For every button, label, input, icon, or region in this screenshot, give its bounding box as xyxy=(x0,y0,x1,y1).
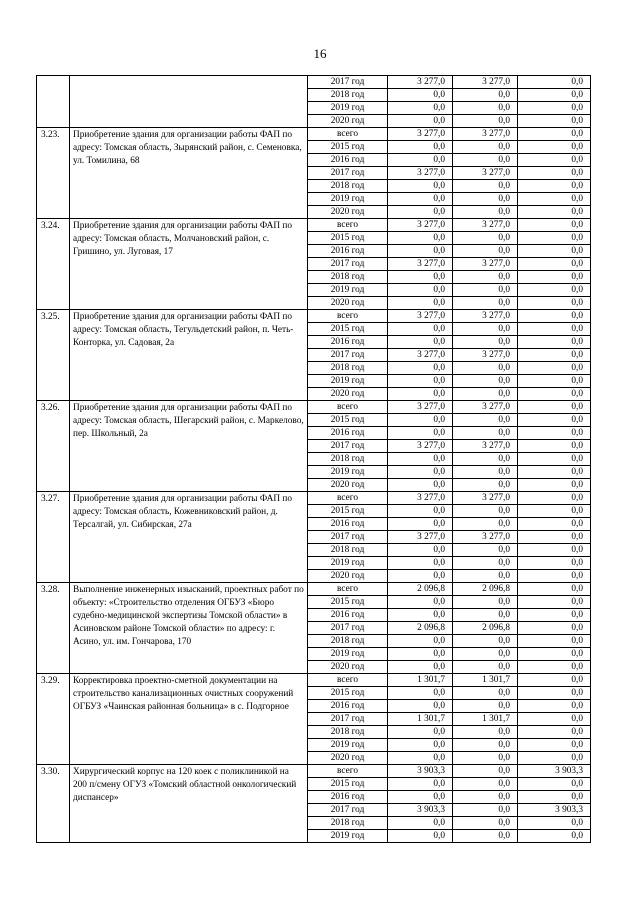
total-value-cell: 0,0 xyxy=(388,297,453,310)
total-value-cell: 0,0 xyxy=(388,336,453,349)
source-1-value-cell: 0,0 xyxy=(453,466,518,479)
table-row xyxy=(37,219,591,232)
total-value-cell: 1 301,7 xyxy=(388,713,453,726)
year-cell: 2018 год xyxy=(308,817,388,830)
year-cell: 2015 год xyxy=(308,505,388,518)
source-2-value-cell: 0,0 xyxy=(518,167,591,180)
year-cell: 2019 год xyxy=(308,466,388,479)
source-1-value-cell: 0,0 xyxy=(453,89,518,102)
year-cell: 2018 год xyxy=(308,544,388,557)
index-cell xyxy=(37,76,70,128)
table-row xyxy=(37,401,591,414)
total-value-cell: 2 096,8 xyxy=(388,583,453,596)
source-2-value-cell: 0,0 xyxy=(518,700,591,713)
total-value-cell: 0,0 xyxy=(388,375,453,388)
source-2-value-cell: 3 903,3 xyxy=(518,765,591,778)
source-1-value-cell: 3 277,0 xyxy=(453,349,518,362)
year-cell: 2016 год xyxy=(308,518,388,531)
source-2-value-cell: 0,0 xyxy=(518,817,591,830)
source-2-value-cell: 0,0 xyxy=(518,687,591,700)
year-cell: 2020 год xyxy=(308,661,388,674)
total-value-cell: 3 277,0 xyxy=(388,492,453,505)
source-2-value-cell: 0,0 xyxy=(518,180,591,193)
source-2-value-cell: 0,0 xyxy=(518,752,591,765)
total-value-cell: 0,0 xyxy=(388,700,453,713)
year-cell: 2017 год xyxy=(308,531,388,544)
source-1-value-cell: 0,0 xyxy=(453,102,518,115)
source-1-value-cell: 0,0 xyxy=(453,232,518,245)
source-1-value-cell: 0,0 xyxy=(453,830,518,843)
total-value-cell: 3 277,0 xyxy=(388,76,453,89)
year-cell: 2018 год xyxy=(308,362,388,375)
total-value-cell: 0,0 xyxy=(388,180,453,193)
source-1-value-cell: 0,0 xyxy=(453,505,518,518)
budget-table-wrapper xyxy=(36,75,591,843)
source-1-value-cell: 3 277,0 xyxy=(453,258,518,271)
total-value-cell: 0,0 xyxy=(388,466,453,479)
source-1-value-cell: 3 277,0 xyxy=(453,531,518,544)
section-index-cell: 3.28. xyxy=(37,583,70,674)
year-cell: 2020 год xyxy=(308,388,388,401)
total-value-cell: 3 277,0 xyxy=(388,219,453,232)
source-1-value-cell: 0,0 xyxy=(453,752,518,765)
source-2-value-cell: 0,0 xyxy=(518,258,591,271)
year-cell: 2015 год xyxy=(308,596,388,609)
year-cell: 2017 год xyxy=(308,622,388,635)
source-1-value-cell: 0,0 xyxy=(453,284,518,297)
year-cell: 2016 год xyxy=(308,336,388,349)
source-1-value-cell: 0,0 xyxy=(453,791,518,804)
section-index-cell: 3.26. xyxy=(37,401,70,492)
total-value-cell: 0,0 xyxy=(388,154,453,167)
source-2-value-cell: 0,0 xyxy=(518,232,591,245)
year-cell: 2017 год xyxy=(308,349,388,362)
source-2-value-cell: 0,0 xyxy=(518,401,591,414)
section-description-cell: Приобретение здания для организации работы ФАП по адресу: Томская область, Тегульдетский район, п. Четь-Конторка, ул. Садовая, 2а xyxy=(70,310,308,401)
total-value-cell: 0,0 xyxy=(388,661,453,674)
source-1-value-cell: 0,0 xyxy=(453,570,518,583)
source-2-value-cell: 0,0 xyxy=(518,76,591,89)
total-value-cell: 3 277,0 xyxy=(388,349,453,362)
source-2-value-cell: 0,0 xyxy=(518,102,591,115)
section-description-cell: Приобретение здания для организации работы ФАП по адресу: Томская область, Шегарский район, с. Маркелово, пер. Школьный, 2а xyxy=(70,401,308,492)
total-value-cell: 3 903,3 xyxy=(388,804,453,817)
source-1-value-cell: 3 277,0 xyxy=(453,492,518,505)
source-1-value-cell: 0,0 xyxy=(453,661,518,674)
table-row xyxy=(37,674,591,687)
page-number: 16 xyxy=(313,46,327,61)
year-cell: всего xyxy=(308,674,388,687)
year-cell: 2020 год xyxy=(308,479,388,492)
source-2-value-cell: 0,0 xyxy=(518,128,591,141)
total-value-cell: 0,0 xyxy=(388,206,453,219)
source-2-value-cell: 0,0 xyxy=(518,89,591,102)
total-value-cell: 0,0 xyxy=(388,479,453,492)
year-cell: всего xyxy=(308,310,388,323)
source-1-value-cell: 0,0 xyxy=(453,193,518,206)
year-cell: 2016 год xyxy=(308,700,388,713)
source-2-value-cell: 0,0 xyxy=(518,427,591,440)
source-1-value-cell: 0,0 xyxy=(453,427,518,440)
section-description-cell: Хирургический корпус на 120 коек с поликлиникой на 200 п/смену ОГУЗ «Томский областной онкологический диспансер» xyxy=(70,765,308,843)
total-value-cell: 0,0 xyxy=(388,505,453,518)
source-2-value-cell: 0,0 xyxy=(518,414,591,427)
total-value-cell: 0,0 xyxy=(388,596,453,609)
year-cell: 2019 год xyxy=(308,557,388,570)
total-value-cell: 0,0 xyxy=(388,726,453,739)
total-value-cell: 0,0 xyxy=(388,271,453,284)
year-cell: 2016 год xyxy=(308,154,388,167)
section-index-cell: 3.23. xyxy=(37,128,70,219)
source-1-value-cell: 3 277,0 xyxy=(453,219,518,232)
total-value-cell: 0,0 xyxy=(388,817,453,830)
year-cell: 2017 год xyxy=(308,804,388,817)
source-2-value-cell: 0,0 xyxy=(518,271,591,284)
source-1-value-cell: 3 277,0 xyxy=(453,310,518,323)
source-2-value-cell: 0,0 xyxy=(518,518,591,531)
source-2-value-cell: 0,0 xyxy=(518,583,591,596)
source-1-value-cell: 0,0 xyxy=(453,609,518,622)
section-index-cell: 3.24. xyxy=(37,219,70,310)
total-value-cell: 3 277,0 xyxy=(388,128,453,141)
source-1-value-cell: 0,0 xyxy=(453,115,518,128)
source-1-value-cell: 0,0 xyxy=(453,375,518,388)
year-cell: всего xyxy=(308,219,388,232)
source-2-value-cell: 0,0 xyxy=(518,362,591,375)
source-2-value-cell: 0,0 xyxy=(518,609,591,622)
section-description-cell: Выполнение инженерных изысканий, проектных работ по объекту: «Строительство отделения ОГБУЗ «Бюро судебно-медицинской экспертизы Томской области» в Асиновском районе Томской области» по адресу: г. Асино, ул. им. Гончарова, 170 xyxy=(70,583,308,674)
year-cell: всего xyxy=(308,583,388,596)
source-1-value-cell: 0,0 xyxy=(453,778,518,791)
year-cell: 2017 год xyxy=(308,167,388,180)
source-2-value-cell: 0,0 xyxy=(518,115,591,128)
source-1-value-cell: 0,0 xyxy=(453,635,518,648)
source-1-value-cell: 3 277,0 xyxy=(453,76,518,89)
source-1-value-cell: 0,0 xyxy=(453,245,518,258)
source-2-value-cell: 0,0 xyxy=(518,713,591,726)
source-1-value-cell: 1 301,7 xyxy=(453,713,518,726)
source-2-value-cell: 0,0 xyxy=(518,219,591,232)
source-1-value-cell: 3 277,0 xyxy=(453,128,518,141)
source-1-value-cell: 0,0 xyxy=(453,687,518,700)
year-cell: 2018 год xyxy=(308,180,388,193)
total-value-cell: 0,0 xyxy=(388,414,453,427)
total-value-cell: 0,0 xyxy=(388,193,453,206)
source-2-value-cell: 0,0 xyxy=(518,245,591,258)
year-cell: 2020 год xyxy=(308,297,388,310)
budget-table-body xyxy=(37,76,591,843)
section-index-cell: 3.27. xyxy=(37,492,70,583)
source-1-value-cell: 0,0 xyxy=(453,596,518,609)
source-1-value-cell: 0,0 xyxy=(453,297,518,310)
total-value-cell: 3 903,3 xyxy=(388,765,453,778)
source-1-value-cell: 0,0 xyxy=(453,518,518,531)
source-1-value-cell: 0,0 xyxy=(453,453,518,466)
source-2-value-cell: 0,0 xyxy=(518,206,591,219)
source-2-value-cell: 3 903,3 xyxy=(518,804,591,817)
source-1-value-cell: 0,0 xyxy=(453,414,518,427)
table-row xyxy=(37,765,591,778)
total-value-cell: 0,0 xyxy=(388,427,453,440)
source-1-value-cell: 0,0 xyxy=(453,154,518,167)
total-value-cell: 0,0 xyxy=(388,323,453,336)
source-1-value-cell: 0,0 xyxy=(453,180,518,193)
year-cell: 2015 год xyxy=(308,323,388,336)
source-2-value-cell: 0,0 xyxy=(518,336,591,349)
year-cell: всего xyxy=(308,765,388,778)
source-1-value-cell: 0,0 xyxy=(453,271,518,284)
section-description-cell: Приобретение здания для организации работы ФАП по адресу: Томская область, Кожевниковский район, д. Терсалгай, ул. Сибирская, 27а xyxy=(70,492,308,583)
total-value-cell: 0,0 xyxy=(388,245,453,258)
total-value-cell: 0,0 xyxy=(388,635,453,648)
total-value-cell: 0,0 xyxy=(388,284,453,297)
year-cell: 2017 год xyxy=(308,440,388,453)
source-2-value-cell: 0,0 xyxy=(518,739,591,752)
year-cell: 2015 год xyxy=(308,232,388,245)
source-2-value-cell: 0,0 xyxy=(518,492,591,505)
source-1-value-cell: 3 277,0 xyxy=(453,167,518,180)
total-value-cell: 0,0 xyxy=(388,570,453,583)
source-1-value-cell: 2 096,8 xyxy=(453,622,518,635)
year-cell: 2019 год xyxy=(308,648,388,661)
source-2-value-cell: 0,0 xyxy=(518,349,591,362)
source-2-value-cell: 0,0 xyxy=(518,323,591,336)
total-value-cell: 3 277,0 xyxy=(388,258,453,271)
year-cell: 2019 год xyxy=(308,739,388,752)
section-index-cell: 3.30. xyxy=(37,765,70,843)
total-value-cell: 0,0 xyxy=(388,830,453,843)
source-1-value-cell: 0,0 xyxy=(453,726,518,739)
source-2-value-cell: 0,0 xyxy=(518,726,591,739)
total-value-cell: 0,0 xyxy=(388,453,453,466)
source-2-value-cell: 0,0 xyxy=(518,531,591,544)
source-1-value-cell: 1 301,7 xyxy=(453,674,518,687)
section-description-cell: Корректировка проектно-сметной документации на строительство канализационных очистных сооружений ОГБУЗ «Чаинская районная больница» в с. Подгорное xyxy=(70,674,308,765)
source-2-value-cell: 0,0 xyxy=(518,284,591,297)
source-1-value-cell: 0,0 xyxy=(453,817,518,830)
year-cell: всего xyxy=(308,401,388,414)
source-2-value-cell: 0,0 xyxy=(518,596,591,609)
source-2-value-cell: 0,0 xyxy=(518,388,591,401)
total-value-cell: 1 301,7 xyxy=(388,674,453,687)
source-2-value-cell: 0,0 xyxy=(518,141,591,154)
source-2-value-cell: 0,0 xyxy=(518,661,591,674)
total-value-cell: 0,0 xyxy=(388,232,453,245)
table-row xyxy=(37,76,591,89)
year-cell: 2019 год xyxy=(308,375,388,388)
source-1-value-cell: 2 096,8 xyxy=(453,583,518,596)
source-2-value-cell: 0,0 xyxy=(518,375,591,388)
total-value-cell: 0,0 xyxy=(388,362,453,375)
source-2-value-cell: 0,0 xyxy=(518,674,591,687)
year-cell: 2019 год xyxy=(308,830,388,843)
table-row xyxy=(37,492,591,505)
total-value-cell: 0,0 xyxy=(388,687,453,700)
total-value-cell: 0,0 xyxy=(388,102,453,115)
source-1-value-cell: 0,0 xyxy=(453,804,518,817)
source-2-value-cell: 0,0 xyxy=(518,310,591,323)
section-description-cell: Приобретение здания для организации работы ФАП по адресу: Томская область, Зырянский район, с. Семеновка, ул. Томилина, 68 xyxy=(70,128,308,219)
total-value-cell: 3 277,0 xyxy=(388,310,453,323)
total-value-cell: 0,0 xyxy=(388,648,453,661)
source-1-value-cell: 3 277,0 xyxy=(453,440,518,453)
total-value-cell: 0,0 xyxy=(388,778,453,791)
year-cell: 2019 год xyxy=(308,102,388,115)
source-1-value-cell: 0,0 xyxy=(453,141,518,154)
year-cell: 2017 год xyxy=(308,76,388,89)
source-1-value-cell: 3 277,0 xyxy=(453,401,518,414)
source-2-value-cell: 0,0 xyxy=(518,193,591,206)
source-1-value-cell: 0,0 xyxy=(453,206,518,219)
total-value-cell: 0,0 xyxy=(388,115,453,128)
total-value-cell: 2 096,8 xyxy=(388,622,453,635)
total-value-cell: 0,0 xyxy=(388,791,453,804)
total-value-cell: 3 277,0 xyxy=(388,440,453,453)
year-cell: 2019 год xyxy=(308,284,388,297)
source-1-value-cell: 0,0 xyxy=(453,648,518,661)
year-cell: 2020 год xyxy=(308,570,388,583)
source-1-value-cell: 0,0 xyxy=(453,739,518,752)
year-cell: 2018 год xyxy=(308,89,388,102)
year-cell: 2017 год xyxy=(308,258,388,271)
year-cell: 2016 год xyxy=(308,427,388,440)
source-2-value-cell: 0,0 xyxy=(518,635,591,648)
source-1-value-cell: 0,0 xyxy=(453,388,518,401)
total-value-cell: 0,0 xyxy=(388,739,453,752)
year-cell: 2018 год xyxy=(308,726,388,739)
section-index-cell: 3.29. xyxy=(37,674,70,765)
year-cell: 2016 год xyxy=(308,245,388,258)
total-value-cell: 3 277,0 xyxy=(388,401,453,414)
year-cell: всего xyxy=(308,492,388,505)
source-2-value-cell: 0,0 xyxy=(518,154,591,167)
total-value-cell: 0,0 xyxy=(388,141,453,154)
source-2-value-cell: 0,0 xyxy=(518,557,591,570)
source-1-value-cell: 0,0 xyxy=(453,323,518,336)
year-cell: 2020 год xyxy=(308,115,388,128)
year-cell: 2017 год xyxy=(308,713,388,726)
source-1-value-cell: 0,0 xyxy=(453,765,518,778)
source-2-value-cell: 0,0 xyxy=(518,544,591,557)
source-1-value-cell: 0,0 xyxy=(453,479,518,492)
year-cell: 2018 год xyxy=(308,271,388,284)
year-cell: 2018 год xyxy=(308,635,388,648)
source-2-value-cell: 0,0 xyxy=(518,791,591,804)
source-2-value-cell: 0,0 xyxy=(518,505,591,518)
year-cell: 2015 год xyxy=(308,687,388,700)
total-value-cell: 0,0 xyxy=(388,544,453,557)
section-description-cell: Приобретение здания для организации работы ФАП по адресу: Томская область, Молчановский район, с. Гришино, ул. Луговая, 17 xyxy=(70,219,308,310)
year-cell: 2018 год xyxy=(308,453,388,466)
section-index-cell: 3.25. xyxy=(37,310,70,401)
total-value-cell: 3 277,0 xyxy=(388,167,453,180)
source-1-value-cell: 0,0 xyxy=(453,557,518,570)
source-1-value-cell: 0,0 xyxy=(453,700,518,713)
source-2-value-cell: 0,0 xyxy=(518,648,591,661)
source-1-value-cell: 0,0 xyxy=(453,336,518,349)
source-2-value-cell: 0,0 xyxy=(518,466,591,479)
source-2-value-cell: 0,0 xyxy=(518,479,591,492)
year-cell: 2016 год xyxy=(308,609,388,622)
table-row xyxy=(37,310,591,323)
source-2-value-cell: 0,0 xyxy=(518,622,591,635)
total-value-cell: 0,0 xyxy=(388,388,453,401)
source-2-value-cell: 0,0 xyxy=(518,570,591,583)
budget-table xyxy=(36,75,591,843)
source-2-value-cell: 0,0 xyxy=(518,453,591,466)
source-2-value-cell: 0,0 xyxy=(518,778,591,791)
year-cell: 2019 год xyxy=(308,193,388,206)
table-row xyxy=(37,583,591,596)
year-cell: 2020 год xyxy=(308,752,388,765)
total-value-cell: 0,0 xyxy=(388,89,453,102)
year-cell: 2015 год xyxy=(308,141,388,154)
year-cell: 2015 год xyxy=(308,778,388,791)
source-1-value-cell: 0,0 xyxy=(453,544,518,557)
year-cell: 2016 год xyxy=(308,791,388,804)
total-value-cell: 0,0 xyxy=(388,752,453,765)
year-cell: 2015 год xyxy=(308,414,388,427)
source-2-value-cell: 0,0 xyxy=(518,297,591,310)
total-value-cell: 0,0 xyxy=(388,518,453,531)
source-2-value-cell: 0,0 xyxy=(518,440,591,453)
source-2-value-cell: 0,0 xyxy=(518,830,591,843)
total-value-cell: 0,0 xyxy=(388,609,453,622)
table-row xyxy=(37,128,591,141)
description-cell xyxy=(70,76,308,128)
total-value-cell: 0,0 xyxy=(388,557,453,570)
year-cell: 2020 год xyxy=(308,206,388,219)
source-1-value-cell: 0,0 xyxy=(453,362,518,375)
total-value-cell: 3 277,0 xyxy=(388,531,453,544)
year-cell: всего xyxy=(308,128,388,141)
